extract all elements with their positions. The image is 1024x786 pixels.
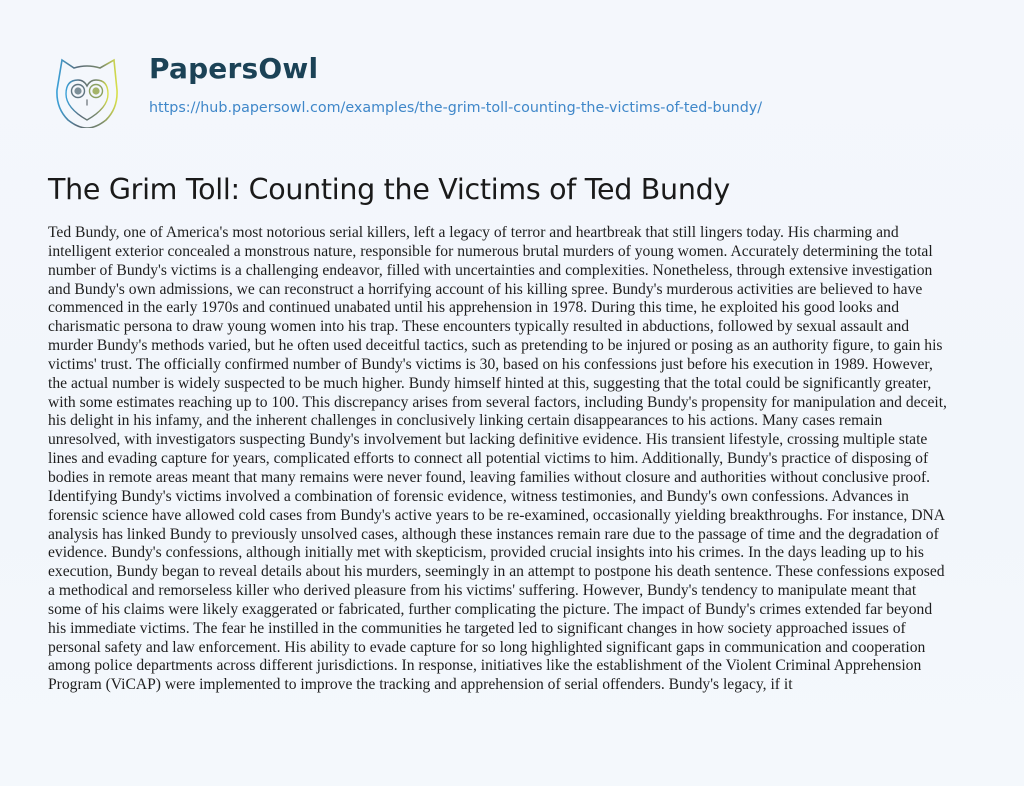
site-header [48,44,763,134]
body-line: his immediate victims. The fear he instilled in the communities he targeted led to significant changes in how society approached issues of [48,619,906,637]
body-line: among police departments across different jurisdictions. In response, initiatives like the establishment of the Violent Criminal Apprehension [48,657,922,675]
brand-name: PapersOwl [149,52,319,85]
body-line: number of Bundy's victims is a challenging endeavor, filled with uncertainties and complexities. Nonetheless, through extensive investigation [48,261,933,279]
owl-logo-icon [48,50,126,128]
brand-block [149,52,762,117]
body-line: unresolved, with investigators suspecting Bundy's involvement but lacking definitive evidence. His transient lifestyle, crossing multiple state [48,431,928,449]
body-line: lines and evading capture for years, complicated efforts to connect all potential victims to him. Additionally, Bundy's practice of disposing of [48,450,929,468]
body-line: evidence. Bundy's confessions, although initially met with skepticism, provided crucial insights into his crimes. In the days leading up to his [48,544,924,562]
body-line: victims' trust. The officially confirmed number of Bundy's victims is 30, based on his confessions just before his execution in 1989. However, [48,355,933,373]
body-line: execution, Bundy began to reveal details about his murders, seemingly in an attempt to postpone his death sentence. These confessions exposed [48,563,945,581]
body-line: commenced in the early 1970s and continued unabated until his apprehension in 1978. During this time, he exploited his good looks and [48,299,899,317]
body-line: charismatic persona to draw young women into his trap. These encounters typically resulted in abductions, followed by sexual assault and [48,318,910,336]
body-line: bodies in remote areas meant that many remains were never found, leaving families without closure and authorities without conclusive proof. [48,468,931,486]
body-line: and Bundy's own admissions, we can reconstruct a horrifying account of his killing spree. Bundy's murderous activities are believed to have [48,280,923,298]
body-line: personal safety and law enforcement. His ability to evade capture for so long highlighted significant gaps in communication and cooperation [48,638,926,656]
body-line: the actual number is widely suspected to be much higher. Bundy himself hinted at this, suggesting that the total could be significantly greater, [48,374,932,392]
body-line: murder Bundy's methods varied, but he often used deceitful tactics, such as pretending to be injured or posing as an authority figure, to gain his [48,337,943,355]
body-line: Program (ViCAP) were implemented to improve the tracking and apprehension of serial offenders. Bundy's legacy, if it [48,676,793,694]
source-url-link[interactable]: https://hub.papersowl.com/examples/the-grim-toll-counting-the-victims-of-ted-bundy/ [149,100,763,116]
article-body [48,224,978,695]
article-title: The Grim Toll: Counting the Victims of Ted Bundy [48,173,730,206]
body-line: some of his claims were likely exaggerated or fabricated, further complicating the picture. The impact of Bundy's crimes extended far beyond [48,600,933,618]
body-line: Identifying Bundy's victims involved a combination of forensic evidence, witness testimonies, and Bundy's own confessions. Advances in [48,487,909,505]
body-line: Ted Bundy, one of America's most notorious serial killers, left a legacy of terror and heartbreak that still lingers today. His charming and [48,224,899,241]
body-line: with some estimates reaching up to 100. This discrepancy arises from several factors, including Bundy's propensity for manipulation and deceit, [48,393,947,411]
body-line: his delight in his infamy, and the inherent challenges in conclusively linking certain disappearances to his actions. Many cases remain [48,412,883,430]
body-line: a methodical and remorseless killer who derived pleasure from his victims' suffering. However, Bundy's tendency to manipulate meant that [48,582,917,600]
body-line: forensic science have allowed cold cases from Bundy's active years to be re-examined, occasionally yielding breakthroughs. For instance, DNA [48,506,945,524]
body-line: intelligent exterior concealed a monstrous nature, responsible for numerous brutal murders of young women. Accurately determining the total [48,242,933,260]
body-line: analysis has linked Bundy to previously unsolved cases, although these instances remain rare due to the passage of time and the degradation of [48,525,939,543]
